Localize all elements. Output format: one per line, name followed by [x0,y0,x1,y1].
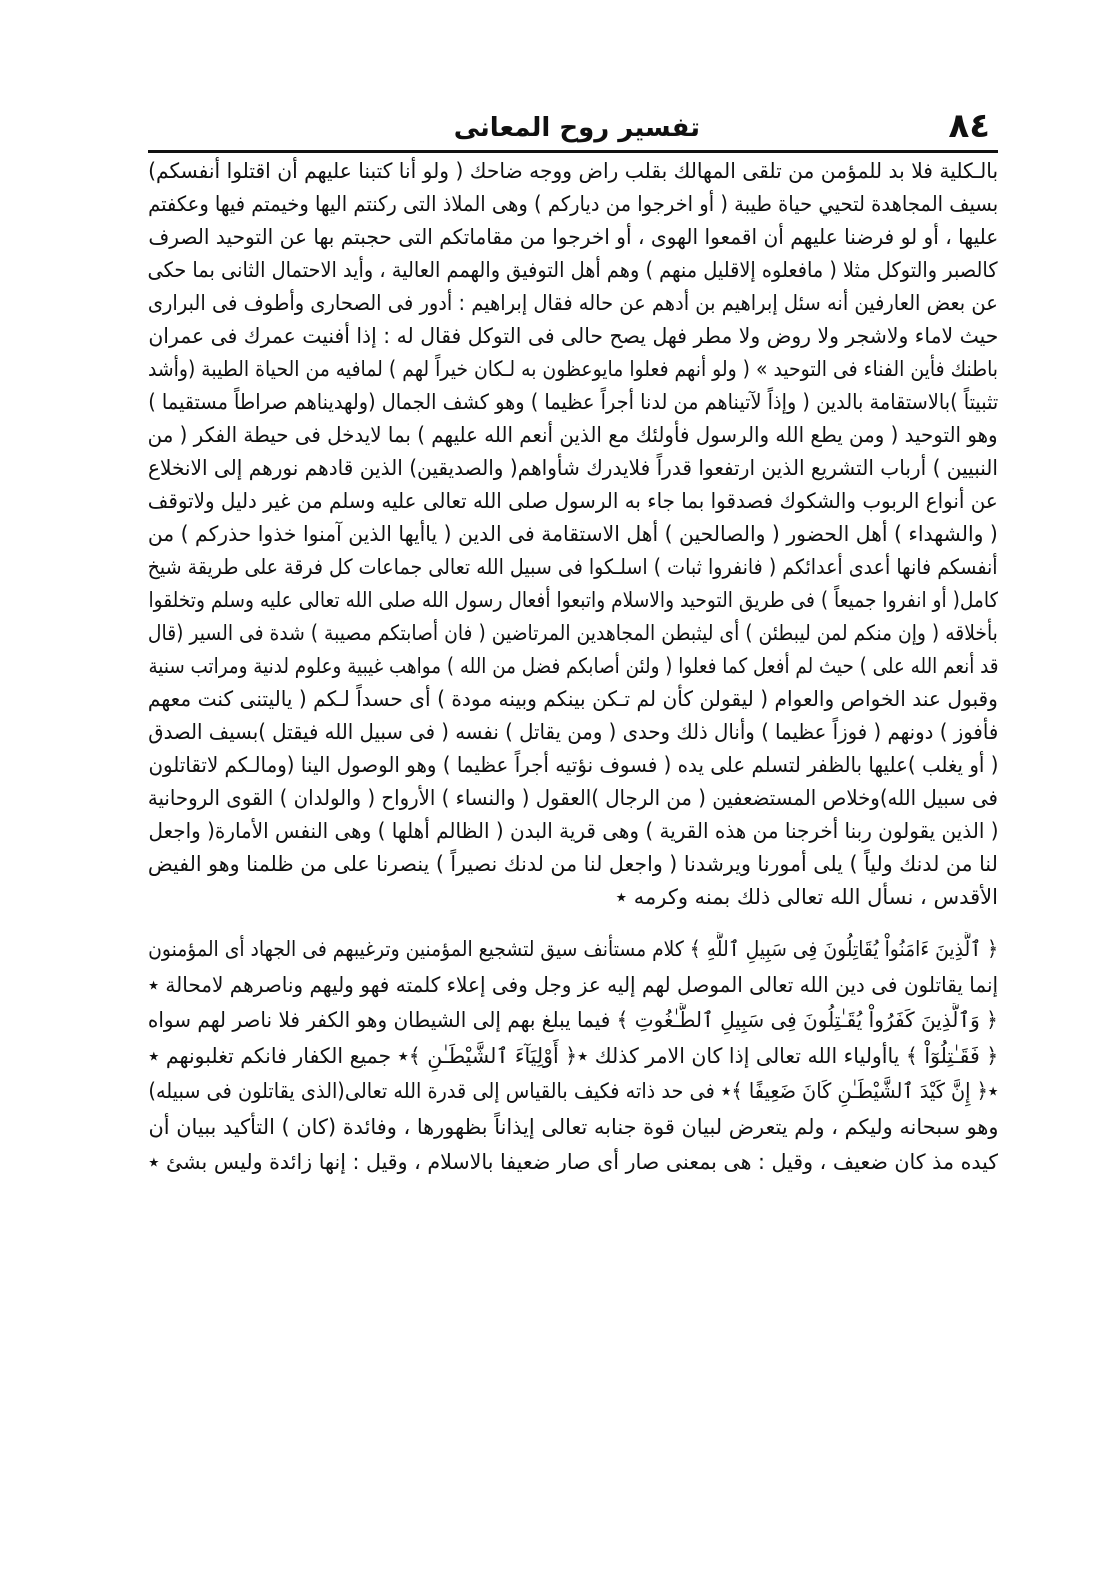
text-line [148,1145,998,1181]
text-line-content: قد أنعم الله على ) حيث لم أفعل كما فعلوا ( ولئن أصابكم فضل من الله ) مواهب غيبية وعلوم لدنية ومراتب سنية [148,654,998,678]
text-line-content: وهو سبحانه وليكم ، ولم يتعرض لبيان قوة جنابه تعالى إيذاناً بظهورها ، وفائدة (كان ) التأكيد ببيان أن [148,1114,998,1139]
text-line [148,881,998,914]
text-line [148,155,998,188]
text-line-content: ﴿ فَقَـٰتِلُوٓاْ ﴾ ياأولياء الله تعالى إذا كان الامر كذلك ٭﴿ أَوْلِيَآءَ ٱلشَّيْطَـٰنِ ﴾٭ جميع الكفار فانكم تغلبونهم ٭ [148,1043,998,1068]
text-line-content: حيث لاماء ولاشجر ولا روض ولا مطر فهل يصح حالى فى التوكل فقال له : إذا أفنيت عمرك فى عمران [148,324,998,348]
text-line-content: كالصبر والتوكل مثلا ( مافعلوه إلاقليل منهم ) وهم أهل التوفيق والهمم العالية ، وأيد الاحتمال الثانى بما حكى [148,258,998,282]
text-line-content: كامل( أو انفروا جميعاً ) فى طريق التوحيد والاسلام واتبعوا أفعال رسول الله صلى الله تعالى عليه وسلم وتخلقوا [148,588,998,612]
text-line-content: عن أنواع الربوب والشكوك فصدقوا بما جاء به الرسول صلى الله تعالى عليه وسلم من غير دليل ولاتوقف [148,489,998,513]
text-line-content: ( والشهداء ) أهل الحضور ( والصالحين ) أهل الاستقامة فى الدين ( ياأيها الذين آمنوا خذوا حذركم ) من [148,522,998,546]
text-line-content: ( أو يغلب )عليها بالظفر لتسلم على يده ( فسوف نؤتيه أجراً عظيما ) وهو الوصول الينا (ومالـكم لاتقاتلون [148,753,998,777]
text-line [148,1003,998,1039]
text-line [148,848,998,881]
text-line [148,1074,998,1110]
text-line [148,1110,998,1146]
text-line-content: وقبول عند الخواص والعوام ( ليقولن كأن لم تـكن بينكم وبينه مودة ) أى حسداً لـكم ( ياليتنى كنت معهم [148,687,998,711]
text-line-content: باطنك فأين الفناء فى التوحيد » ( ولو أنهم فعلوا مايوعظون به لـكان خيراً لهم ) لمافيه من الحياة الطيبة (وأشد [148,357,998,381]
text-line-content: ٭﴿ إِنَّ كَيْدَ ٱلشَّيْطَـٰنِ كَانَ ضَعِيفًا ﴾٭ فى حد ذاته فكيف بالقياس إلى قدرة الله تعالى(الذى يقاتلون فى سبيله) [148,1079,998,1103]
text-line [148,617,998,650]
page-header [148,104,998,148]
text-line [148,968,998,1004]
text-line-content: ﴿ ٱلَّذِينَ ءَامَنُواْ يُقَاتِلُونَ فِى سَبِيلِ ٱللَّهِ ﴾ كلام مستأنف سيق لتشجيع المؤمنين وترغيبهم فى الجهاد أى المؤمنون [148,937,998,961]
text-line-content: فى سبيل الله)وخلاص المستضعفين ( من الرجال )العقول ( والنساء ) الأرواح ( والولدان ) القوى الروحانية [148,786,998,810]
page-number: ٨٤ [948,106,990,146]
text-line [148,254,998,287]
text-line-content: عليها ، أو لو فرضنا عليهم أن اقمعوا الهوى ، أو اخرجوا من مقاماتكم التى حجبتم بها عن التوحيد الصرف [148,225,998,249]
text-line-content: تثبيتاً )بالاستقامة بالدين ( وإذاً لآتيناهم من لدنا أجراً عظيما ) وهو كشف الجمال (ولهديناهم صراطاً مستقيما ) [148,390,998,414]
text-line [148,749,998,782]
running-title: تفسير روح المعانى [453,113,700,143]
text-line-content: وهو التوحيد ( ومن يطع الله والرسول فأولئك مع الذين أنعم الله عليهم ) بما لايدخل فى حيطة الفكر ( من [148,423,998,447]
text-line-content: بالـكلية فلا بد للمؤمن من تلقى المهالك بقلب راض ووجه ضاحك ( ولو أنا كتبنا عليهم أن اقتلوا أنفسكم) [148,159,998,183]
text-line [148,419,998,452]
text-line-content: كيده مذ كان ضعيف ، وقيل : هى بمعنى صار أى صار ضعيفا بالاسلام ، وقيل : إنها زائدة وليس بشئ ٭ [148,1150,998,1174]
text-line [148,815,998,848]
text-line [148,518,998,551]
text-line [148,221,998,254]
text-line [148,386,998,419]
text-line [148,1039,998,1075]
commentary-paragraph [148,155,998,914]
text-line-content: ( الذين يقولون ربنا أخرجنا من هذه القرية ) وهى قرية البدن ( الظالم أهلها ) وهى النفس الأمارة( واجعل [148,819,998,843]
text-line [148,287,998,320]
text-line [148,584,998,617]
text-line [148,716,998,749]
text-line-content: ﴿ وَٱلَّذِينَ كَفَرُواْ يُقَـٰتِلُونَ فِى سَبِيلِ ٱلطَّـٰغُوتِ ﴾ فيما يبلغ بهم إلى الشيطان وهو الكفر فلا ناصر لهم سواه [148,1008,998,1032]
text-line-content: أنفسكم فانها أعدى أعدائكم ( فانفروا ثبات ) اسلـكوا فى سبيل الله تعالى جماعات كل فرقة على طريقة شيخ [148,555,998,579]
text-line [148,188,998,221]
text-line-content: إنما يقاتلون فى دين الله تعالى الموصل لهم إليه عز وجل وفى إعلاء كلمته فهو وليهم وناصرهم لامحالة ٭ [148,972,998,997]
text-line-content: النبيين ) أرباب التشريع الذين ارتفعوا قدراً فلايدرك شأواهم( والصديقين) الذين قادهم نورهم إلى الانخلاع [148,456,998,480]
text-line [148,683,998,716]
text-line-content: الأقدس ، نسأل الله تعالى ذلك بمنه وكرمه ٭ [615,885,998,909]
text-line [148,320,998,353]
text-line [148,932,998,968]
text-line [148,551,998,584]
text-line-content: فأفوز ) دونهم ( فوزاً عظيما ) وأنال ذلك وحدى ( ومن يقاتل ) نفسه ( فى سبيل الله فيقتل )بسيف الصدق [148,720,998,744]
text-line [148,650,998,683]
text-line-content: بأخلاقه ( وإن منكم لمن ليبطئن ) أى ليثبطن المجاهدين المرتاضين ( فان أصابتكم مصيبة ) شدة فى السير (قال [148,621,998,645]
text-line-content: بسيف المجاهدة لتحيي حياة طيبة ( أو اخرجوا من دياركم ) وهى الملاذ التى ركنتم اليها وخيمتم فيها وعكفتم [148,192,998,216]
verse-commentary-section [148,932,998,1181]
text-line [148,485,998,518]
text-line [148,353,998,386]
text-line [148,782,998,815]
header-rule [148,150,998,153]
text-line [148,452,998,485]
text-line-content: عن بعض العارفين أنه سئل إبراهيم بن أدهم عن حاله فقال إبراهيم : أدور فى الصحارى وأطوف فى البرارى [148,291,998,315]
text-line-content: لنا من لدنك ولياً ) يلى أمورنا ويرشدنا ( واجعل لنا من لدنك نصيراً ) ينصرنا على من ظلمنا وهو الفيض [148,852,998,876]
